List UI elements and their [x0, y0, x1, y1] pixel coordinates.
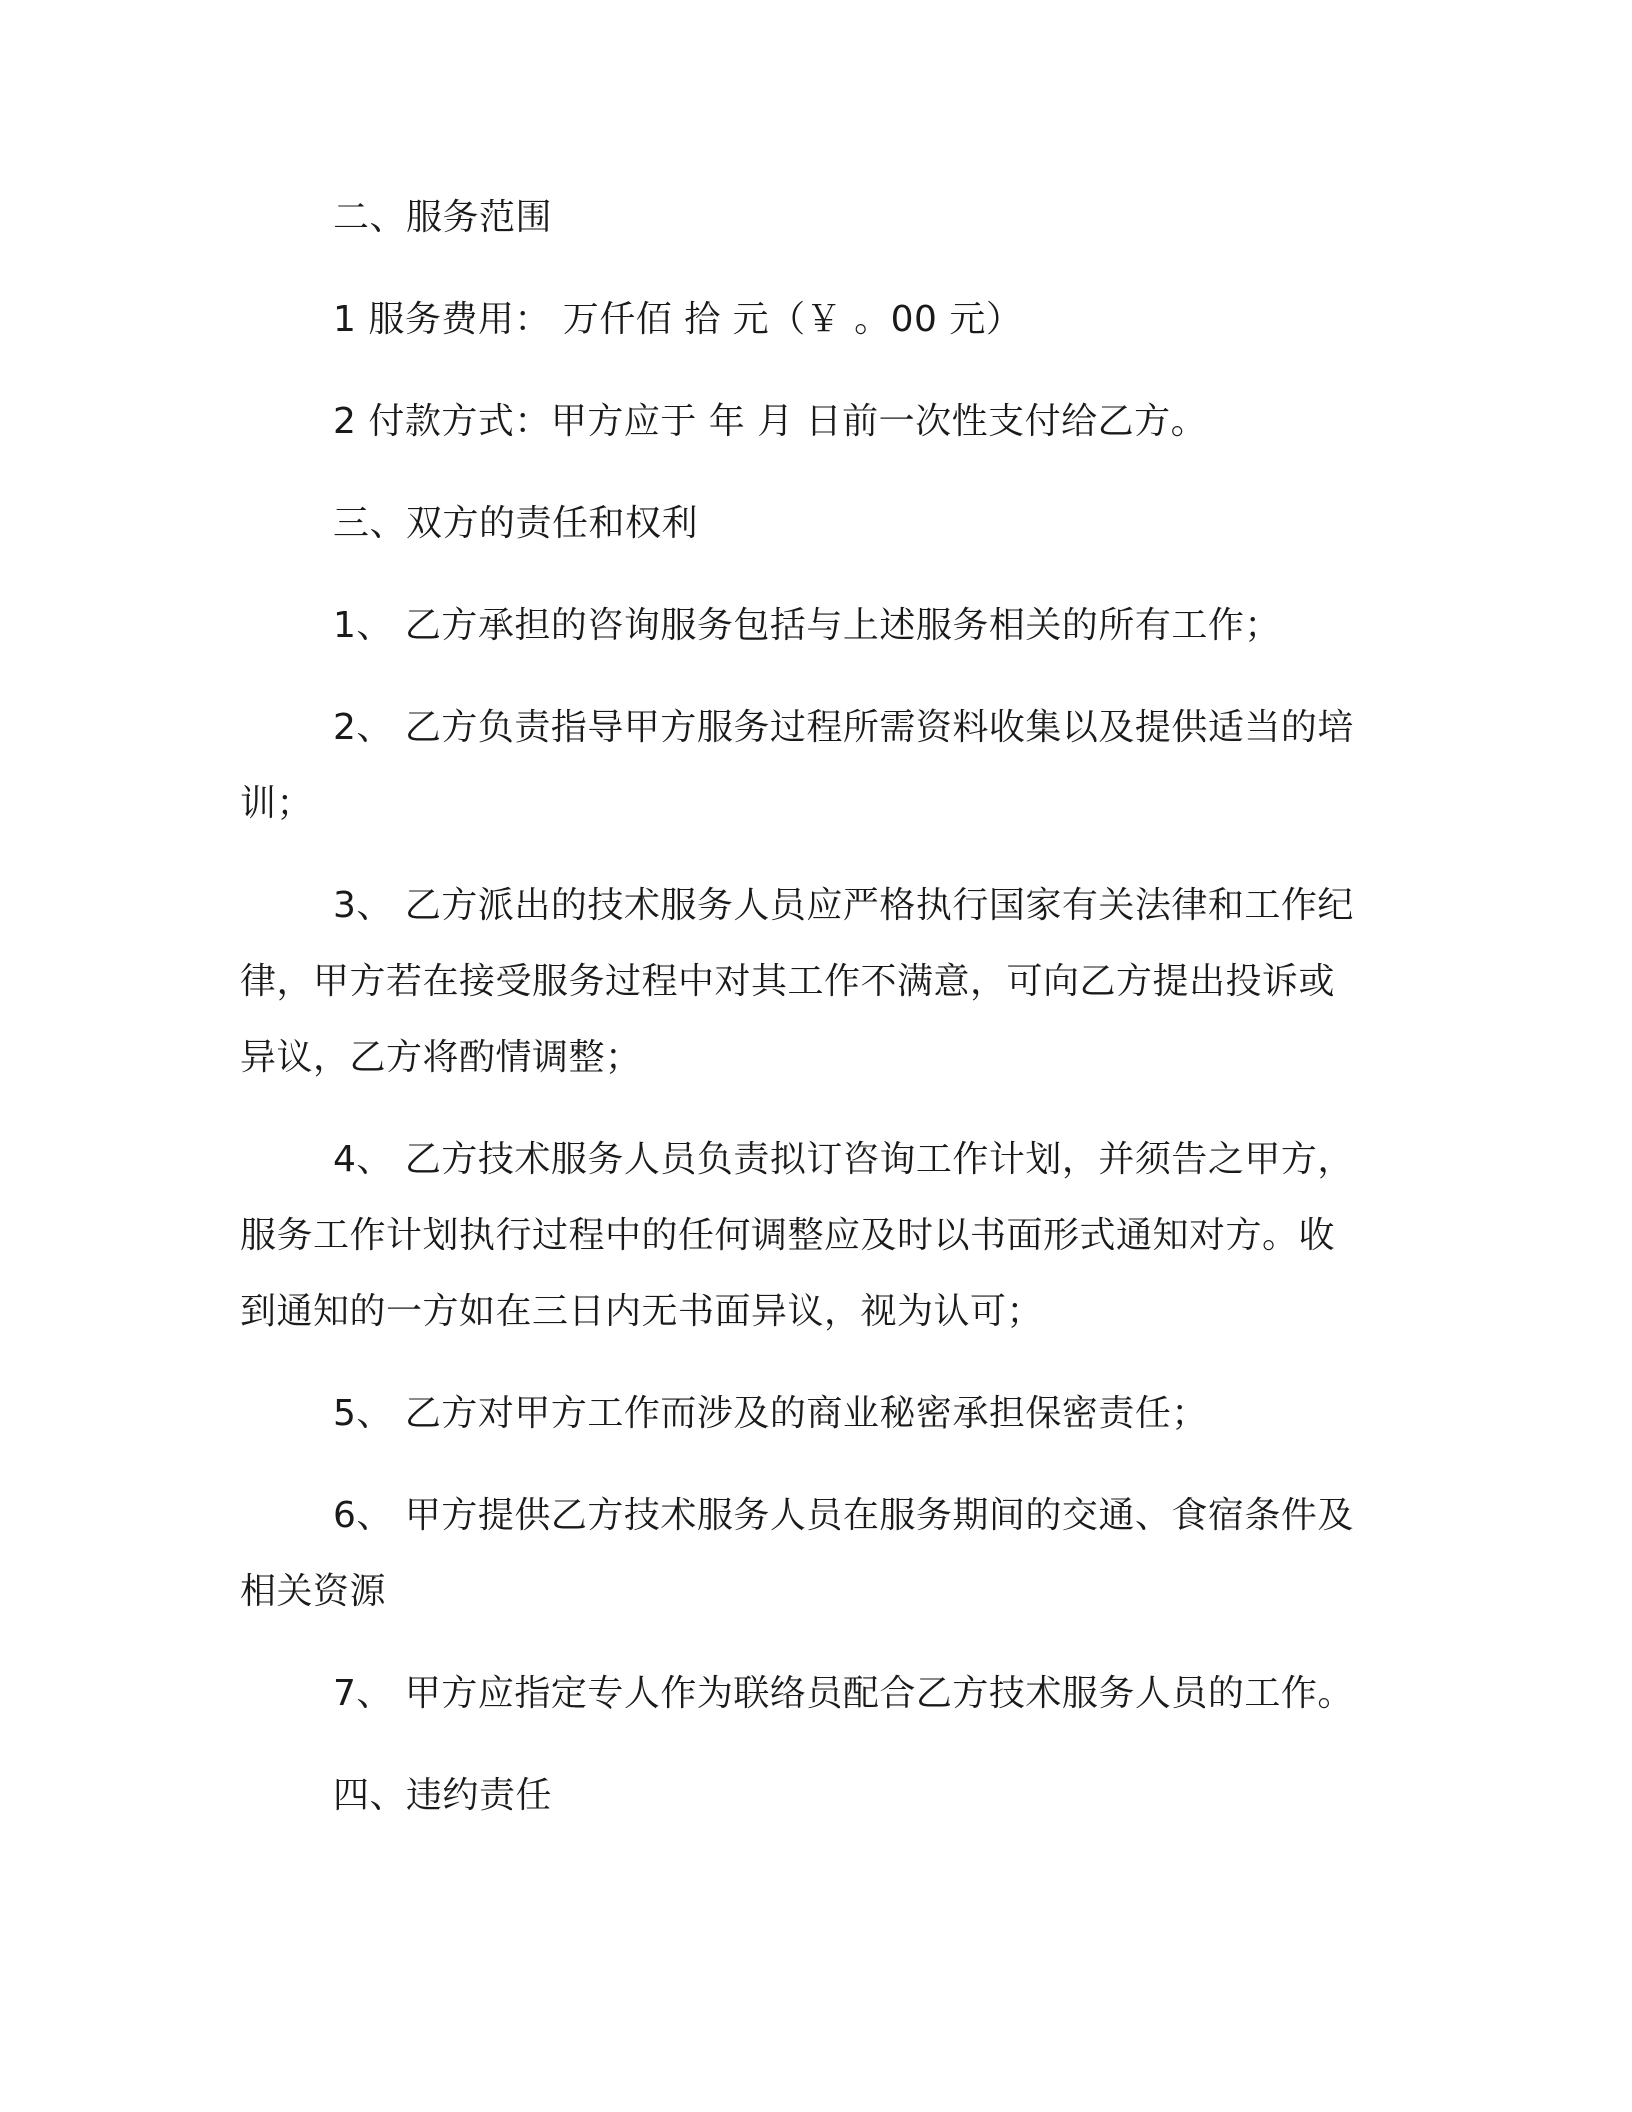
clause-5: 5、 乙方对甲方工作而涉及的商业秘密承担保密责任； — [333, 1393, 1208, 1434]
clause-payment-method: 2 付款方式：甲方应于 年 月 日前一次性支付给乙方。 — [333, 401, 1208, 442]
clause-service-fee: 1 服务费用： 万仟佰 拾 元（￥ 。00 元） — [333, 299, 1023, 340]
clause-3-line-3: 异议，乙方将酌情调整； — [240, 1037, 642, 1078]
clause-3-line-1: 3、 乙方派出的技术服务人员应严格执行国家有关法律和工作纪 — [333, 885, 1354, 926]
clause-2-line-1: 2、 乙方负责指导甲方服务过程所需资料收集以及提供适当的培 — [333, 707, 1354, 748]
clause-2-line-2: 训； — [240, 783, 314, 824]
clause-4-line-2: 服务工作计划执行过程中的任何调整应及时以书面形式通知对方。收 — [240, 1215, 1336, 1256]
clause-6-line-1: 6、 甲方提供乙方技术服务人员在服务期间的交通、食宿条件及 — [333, 1495, 1354, 1536]
clause-7: 7、 甲方应指定专人作为联络员配合乙方技术服务人员的工作。 — [333, 1673, 1354, 1714]
clause-1: 1、 乙方承担的咨询服务包括与上述服务相关的所有工作； — [333, 605, 1281, 646]
clause-3-line-2: 律，甲方若在接受服务过程中对其工作不满意，可向乙方提出投诉或 — [240, 961, 1336, 1002]
clause-6-line-2: 相关资源 — [240, 1571, 387, 1612]
clause-4-line-1: 4、 乙方技术服务人员负责拟订咨询工作计划，并须告之甲方， — [333, 1139, 1354, 1180]
section-heading-service-scope: 二、服务范围 — [333, 197, 553, 238]
clause-4-line-3: 到通知的一方如在三日内无书面异议，视为认可； — [240, 1291, 1044, 1332]
section-heading-responsibilities: 三、双方的责任和权利 — [333, 503, 699, 544]
section-heading-breach: 四、违约责任 — [333, 1775, 553, 1816]
